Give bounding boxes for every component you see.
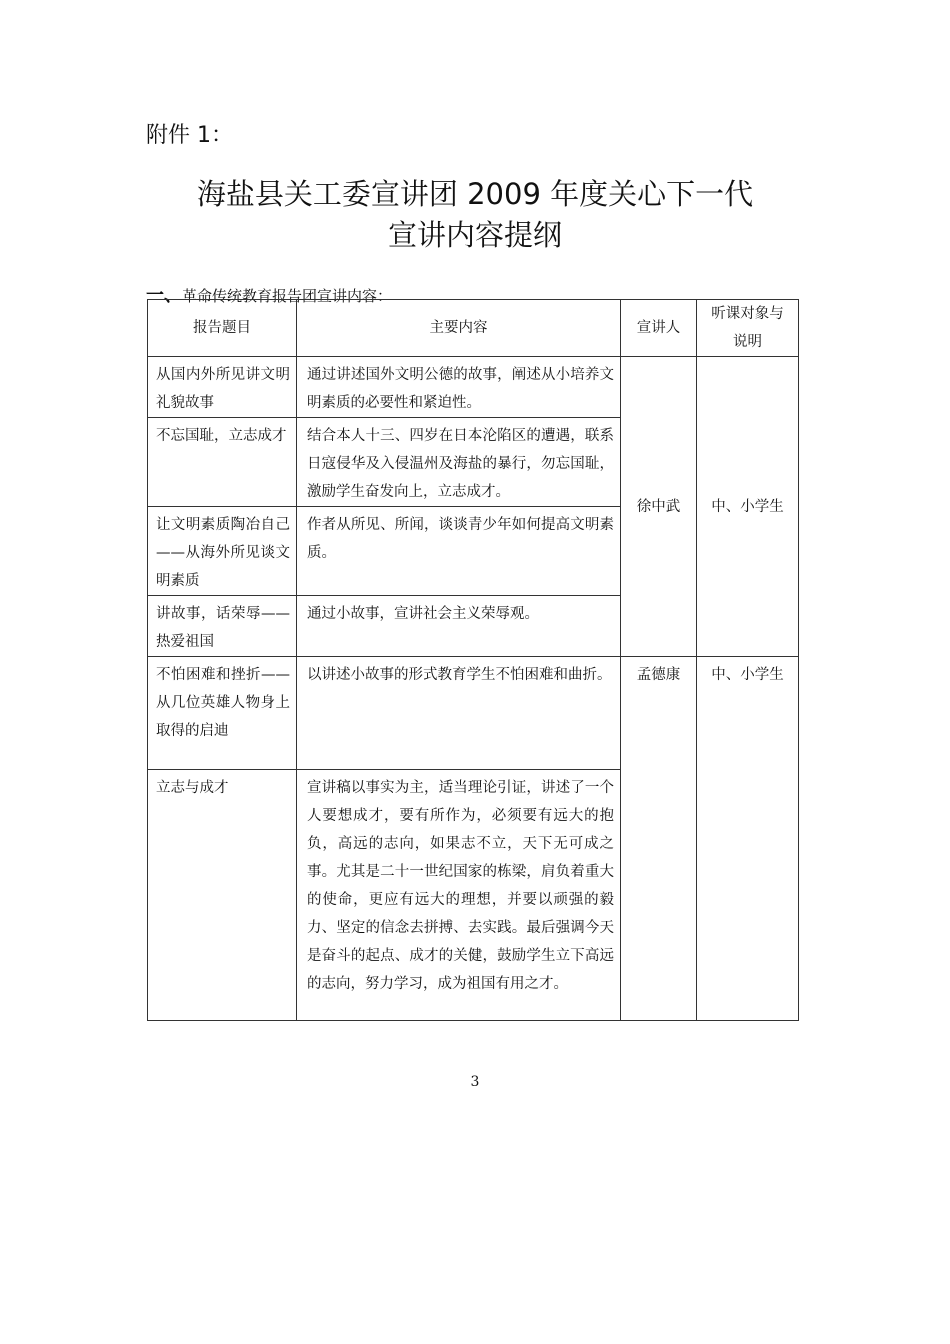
row-content: 结合本人十三、四岁在日本沦陷区的遭遇，联系日寇侵华及入侵温州及海盐的暴行，勿忘国耻，激励学生奋发向上，立志成才。 (297, 418, 621, 507)
row-content: 作者从所见、所闻，谈谈青少年如何提高文明素质。 (297, 507, 621, 596)
header-speaker: 宣讲人 (621, 300, 697, 357)
table-header-row (148, 300, 799, 357)
header-audience: 听课对象与说明 (697, 300, 799, 357)
header-content: 主要内容 (297, 300, 621, 357)
lecture-table (147, 299, 799, 1021)
attachment-label: 附件 1： (146, 123, 233, 148)
row-topic: 不怕困难和挫折——从几位英雄人物身上取得的启迪 (148, 657, 297, 770)
row-content: 通过讲述国外文明公德的故事，阐述从小培养文明素质的必要性和紧迫性。 (297, 357, 621, 418)
row-topic: 从国内外所见讲文明礼貌故事 (148, 357, 297, 418)
row-topic: 立志与成才 (148, 770, 297, 1021)
row-topic: 让文明素质陶冶自己——从海外所见谈文明素质 (148, 507, 297, 596)
table-row (148, 357, 799, 418)
row-topic: 不忘国耻，立志成才 (148, 418, 297, 507)
table-row (148, 657, 799, 770)
audience-cell: 中、小学生 (697, 657, 799, 1021)
row-content: 以讲述小故事的形式教育学生不怕困难和曲折。 (297, 657, 621, 770)
page-number: 3 (470, 1074, 480, 1090)
speaker-cell: 孟德康 (621, 657, 697, 1021)
speaker-cell: 徐中武 (621, 357, 697, 657)
section-number: 一、 (146, 285, 182, 306)
document-title-line-1: 海盐县关工委宣讲团 2009 年度关心下一代 (196, 177, 754, 211)
audience-cell: 中、小学生 (697, 357, 799, 657)
row-topic: 讲故事，话荣辱——热爱祖国 (148, 596, 297, 657)
document-title-line-2: 宣讲内容提纲 (387, 218, 562, 252)
row-content: 宣讲稿以事实为主，适当理论引证，讲述了一个人要想成才，要有所作为，必须要有远大的抱负，高远的志向，如果志不立，天下无可成之事。尤其是二十一世纪国家的栋梁，肩负着重大的使命，更应有远大的理想，并要以顽强的毅力、坚定的信念去拼搏、去实践。最后强调今天是奋斗的起点、成才的关健，鼓励学生立下高远的志向，努力学习，成为祖国有用之才。 (297, 770, 621, 1021)
header-topic: 报告题目 (148, 300, 297, 357)
section-title: 革命传统教育报告团宣讲内容： (182, 287, 393, 305)
row-content: 通过小故事，宣讲社会主义荣辱观。 (297, 596, 621, 657)
